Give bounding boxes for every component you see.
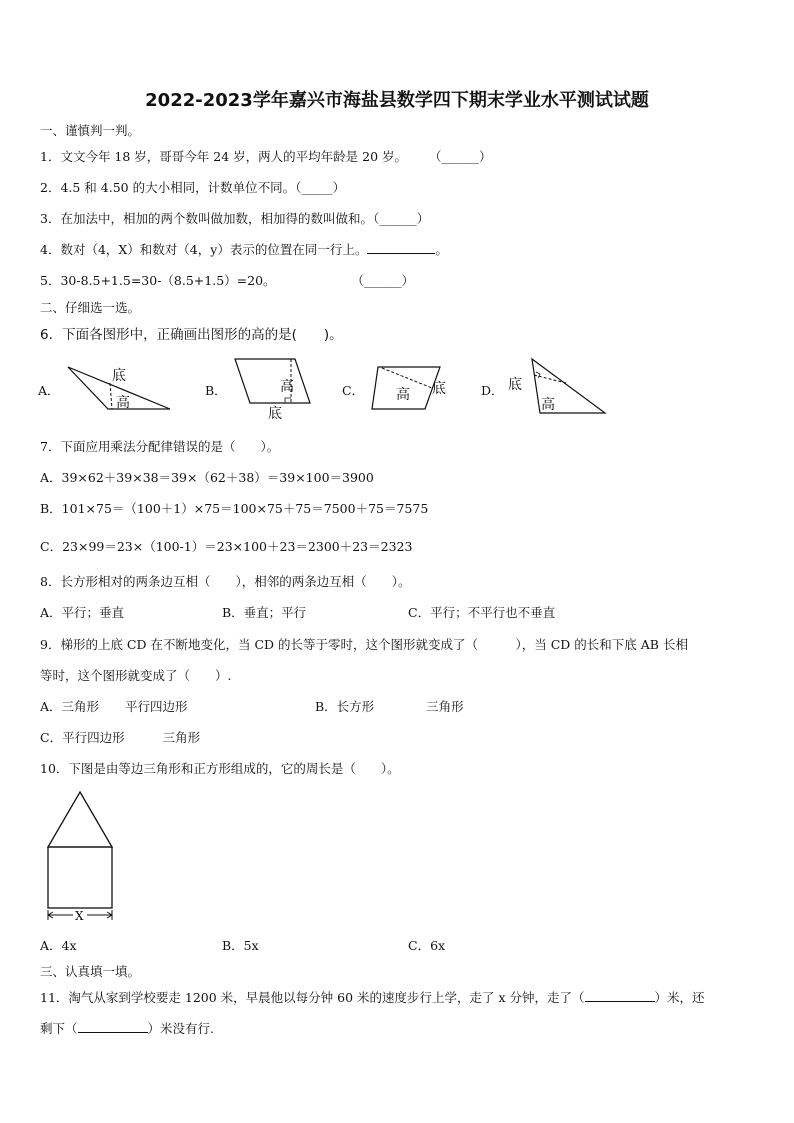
q7-option-b[interactable]: B．101×75＝（100＋1）×75＝100×75＋75＝7500＋75＝7575 [40,501,429,516]
q10-option-b[interactable]: B．5x [222,938,259,953]
q6-option-b-label[interactable]: B． [205,383,227,398]
q7-option-a[interactable]: A．39×62＋39×38＝39×（62＋38）＝39×100＝3900 [40,470,374,485]
q8-option-a[interactable]: A．平行；垂直 [40,605,125,620]
q9-option-a-part2: 平行四边形 [125,699,188,714]
question-11-line1 [40,988,705,1006]
q6-c-height-label: 高 [396,387,410,403]
page-title: 2022-2023学年嘉兴市海盐县数学四下期末学业水平测试试题 [145,90,649,111]
q10-option-a[interactable]: A．4x [40,938,77,953]
q6-option-a-label[interactable]: A． [38,383,60,398]
q10-triangle [48,792,112,847]
q10-house-figure [40,788,130,928]
question-4 [40,240,448,258]
q9-option-c-part2: 三角形 [162,730,201,745]
question-4-text: 4．数对（4，X）和数对（4，y）表示的位置在同一行上。 [40,242,368,257]
q6-b-base-label: 底 [268,406,282,422]
q6-a-base-label: 底 [112,368,126,384]
q9-option-a-part1: A．三角形 [40,699,100,714]
question-5 [40,271,414,289]
q9-option-b-part2: 三角形 [426,699,464,714]
q10-option-c[interactable]: C．6x [408,938,446,953]
question-11-blank-2[interactable] [78,1020,148,1033]
q6-b-height-label: 高 [280,379,294,395]
question-9-line1: 9．梯形的上底 CD 在不断地变化，当 CD 的长等于零时，这个图形就变成了（ ），当 CD 的长和下底 AB 长相 [40,637,688,652]
question-2-text: 2．4.5 和 4.50 的大小相同，计数单位不同。 [40,180,296,195]
question-2 [40,178,345,196]
q10-square [48,847,112,908]
question-11-line2 [40,1019,214,1037]
question-10-stem: 10．下图是由等边三角形和正方形组成的，它的周长是（ ）。 [40,761,400,776]
question-2-answer-blank[interactable]: （_____） [295,180,346,195]
q6-figure-c [372,367,446,409]
question-11-text-b: ）米，还 [654,990,705,1005]
question-3 [40,209,429,227]
section-2-heading: 二、仔细选一选。 [40,300,141,315]
question-4-answer-blank[interactable] [367,241,435,254]
q6-figure-b [235,359,310,422]
q9-option-c[interactable] [40,728,200,746]
q6-a-height-label: 高 [116,395,130,411]
q6-d-height-label: 高 [541,397,555,413]
q6-option-d-label[interactable]: D． [481,383,504,398]
question-7-stem: 7．下面应用乘法分配律错误的是（ ）。 [40,439,280,454]
q6-c-base-label: 底 [432,381,446,397]
q6-figures [60,355,620,427]
q9-option-a[interactable] [40,697,188,715]
question-11-blank-1[interactable] [585,989,655,1002]
q9-option-b-part1: B．长方形 [315,699,375,714]
q8-option-c[interactable]: C．平行；不平行也不垂直 [408,605,556,620]
question-5-answer-blank[interactable]: （______） [351,273,415,288]
q10-x-label: X [75,909,84,923]
question-5-text: 5．30-8.5+1.5=30-（8.5+1.5）=20。 [40,273,276,288]
question-9-line2: 等时，这个图形就变成了（ ）. [40,668,232,683]
question-3-answer-blank[interactable]: （______） [372,211,430,226]
question-1-text: 1．文文今年 18 岁，哥哥今年 24 岁，两人的平均年龄是 20 岁。 [40,149,408,164]
question-8-stem: 8．长方形相对的两条边互相（ ），相邻的两条边互相（ ）。 [40,574,411,589]
q6-figure-a [68,367,170,411]
question-6-stem: 6．下面各图形中，正确画出图形的高的是( )。 [40,327,343,343]
q6-option-c-label[interactable]: C． [342,383,365,398]
question-3-text: 3．在加法中，相加的两个数叫做加数，相加得的数叫做和。 [40,211,373,226]
question-4-tail: 。 [435,242,448,257]
section-3-heading: 三、认真填一填。 [40,964,141,979]
q9-option-c-part1: C．平行四边形 [40,730,125,745]
q6-figure-d [508,359,605,413]
q9-option-b[interactable] [315,697,464,715]
question-11-text-c: 剩下（ [40,1021,78,1036]
question-11-text-d: ）米没有行. [147,1021,214,1036]
question-11-text-a: 11．淘气从家到学校要走 1200 米，早晨他以每分钟 60 米的速度步行上学，走了 x 分钟，走了（ [40,990,585,1005]
q7-option-c[interactable]: C．23×99＝23×（100-1）＝23×100＋23＝2300＋23＝2323 [40,539,413,554]
question-1 [40,147,492,165]
q8-option-b[interactable]: B．垂直；平行 [222,605,307,620]
section-1-heading: 一、谨慎判一判。 [40,123,141,138]
q6-d-base-label: 底 [508,377,522,393]
question-1-answer-blank[interactable]: （______） [429,149,492,164]
